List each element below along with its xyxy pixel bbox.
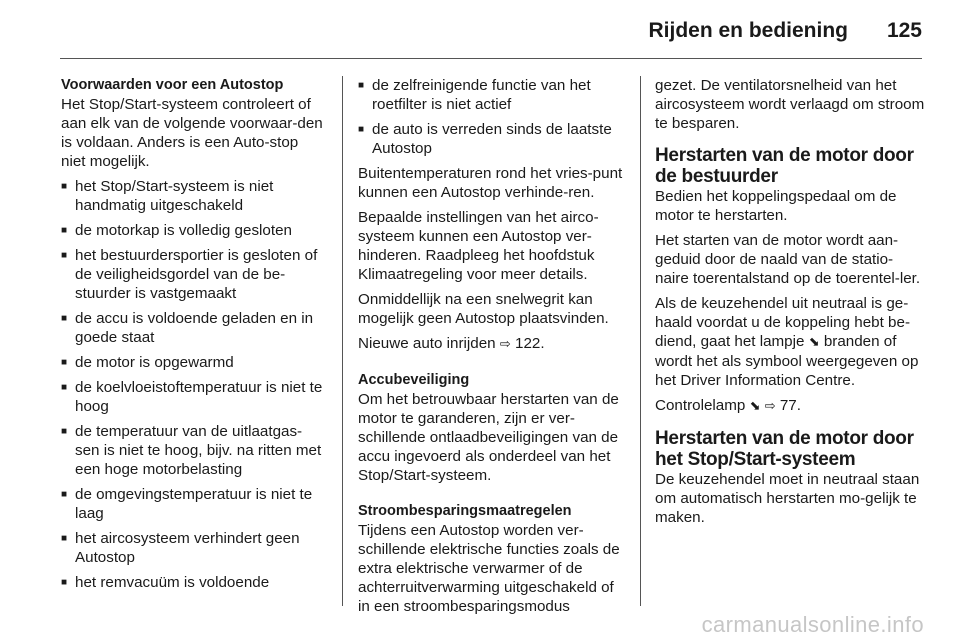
list-item: ■ de omgevingstemperatuur is niet te laag [61, 485, 326, 523]
paragraph: De keuzehendel moet in neutraal staan om automatisch herstarten mo-gelijk te maken. [655, 471, 920, 526]
page-reference-arrow-icon: ⇨ [764, 399, 776, 414]
paragraph-with-reference [358, 334, 626, 354]
paragraph: Tijdens een Autostop worden ver-schillende elektrische functies zoals de extra elektrische verwarmer of de achterruitverwarming uitgeschakeld of in een stroombesparingsmodus [358, 522, 620, 615]
section-heading-power-saving: Stroombesparingsmaatregelen [358, 503, 572, 519]
site-watermark: carmanualsonline.info [701, 612, 924, 637]
reference-page[interactable]: 122. [515, 335, 545, 352]
section-heading-autostop-conditions: Voorwaarden voor een Autostop [61, 77, 284, 93]
paragraph-with-reference [655, 396, 925, 416]
paragraph-part: Als de keuzehendel uit neutraal is ge-haald voordat u de koppeling hebt be-diend, gaat het lampje [655, 295, 911, 350]
page-reference-arrow-icon: ⇨ [499, 337, 511, 352]
list-item: ■ de koelvloeistoftemperatuur is niet te hoog [61, 378, 326, 416]
reference-page[interactable]: 77. [779, 397, 801, 414]
page-number: 125 [886, 19, 922, 42]
list-item: ■ het aircosysteem verhindert geen Autostop [61, 529, 326, 567]
list-item: ■ de zelfreinigende functie van het roetfilter is niet actief [358, 76, 626, 114]
list-item: ■ de auto is verreden sinds de laatste Autostop [358, 120, 626, 158]
paragraph: Om het betrouwbaar herstarten van de motor te garanderen, zijn er ver-schillende ontlaadbeveiligingen van de accu ingevoerd als onderdeel van het Stop/Start-systeem. [358, 391, 619, 484]
paragraph: Het Stop/Start-systeem controleert of aan elk van de volgende voorwaar-den is voldaan. Anders is een Auto-stop niet mogelijk. [61, 96, 323, 170]
reference-text: Nieuwe auto inrijden [358, 335, 496, 352]
paragraph: gezet. De ventilatorsnelheid van het aircosysteem wordt verlaagd om stroom te besparen. [655, 77, 925, 132]
section-heading-driver-restart: Herstarten van de motor door de bestuurder [655, 145, 914, 187]
list-item: ■ de motor is opgewarmd [61, 353, 326, 372]
paragraph: Buitentemperaturen rond het vries-punt kunnen een Autostop verhinde-ren. [358, 165, 623, 201]
list-item: ■ de motorkap is volledig gesloten [61, 221, 326, 240]
page-header [0, 0, 960, 60]
list-item: ■ het remvacuüm is voldoende [61, 573, 326, 592]
autostop-lamp-icon: ⬊ [808, 335, 820, 350]
header-divider [60, 58, 922, 59]
conditions-list [61, 177, 326, 592]
reference-text: Controlelamp [655, 397, 746, 414]
chapter-title: Rijden en bediening [648, 19, 848, 42]
autostop-lamp-icon: ⬊ [749, 399, 761, 414]
column-divider-2 [640, 76, 641, 606]
paragraph: Onmiddellijk na een snelwegrit kan mogelijk geen Autostop plaatsvinden. [358, 291, 609, 327]
list-item: ■ de temperatuur van de uitlaatgas-sen is niet te hoog, bijv. na ritten met een hoge motorbelasting [61, 422, 326, 479]
paragraph: Het starten van de motor wordt aan-geduid door de naald van de statio-naire toerentalstand op de toerentel-ler. [655, 232, 921, 287]
conditions-list-continued [358, 76, 626, 158]
section-heading-system-restart: Herstarten van de motor door het Stop/Start-systeem [655, 428, 914, 470]
list-item: ■ het bestuurdersportier is gesloten of de veiligheidsgordel van de be-stuurder is vastgemaakt [61, 246, 326, 303]
paragraph: Bepaalde instellingen van het airco-systeem kunnen een Autostop ver-hinderen. Raadpleeg het hoofdstuk Klimaatregeling voor meer details. [358, 209, 599, 283]
column-3 [655, 76, 925, 533]
list-item: ■ het Stop/Start-systeem is niet handmatig uitgeschakeld [61, 177, 326, 215]
list-item: ■ de accu is voldoende geladen en in goede staat [61, 309, 326, 347]
paragraph-part: branden of wordt het als symbool weergegeven op het Driver Information Centre. [655, 333, 919, 389]
column-1 [61, 76, 326, 598]
paragraph [655, 294, 925, 390]
paragraph: Bedien het koppelingspedaal om de motor te herstarten. [655, 188, 897, 224]
section-heading-battery-protection: Accubeveiliging [358, 372, 470, 388]
column-2 [358, 76, 626, 622]
column-divider-1 [342, 76, 343, 606]
